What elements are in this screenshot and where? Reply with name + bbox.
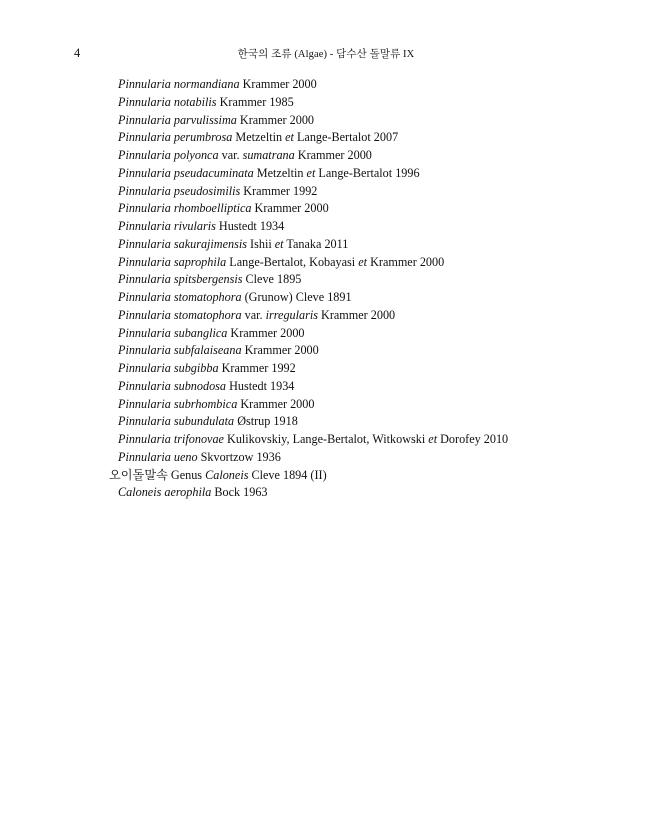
taxon-entry [118,378,638,396]
taxon-entry [118,236,638,254]
text-part: Krammer 2000 [227,325,305,340]
taxon-entry [118,484,638,502]
italic-name-part: et [428,432,438,446]
taxon-entry [118,165,638,183]
italic-name-part: Pinnularia stomatophora [118,290,242,304]
text-part: Østrup 1918 [234,414,298,429]
text-part: var. [241,307,266,322]
text-part: Metzeltin [232,130,286,145]
running-header: 한국의 조류 (Algae) - 담수산 돌말류 IX [237,49,415,60]
text-part: Tanaka 2011 [283,236,349,251]
genus-heading [109,467,638,485]
text-part: Dorofey 2010 [437,432,509,446]
taxon-entry [118,396,638,414]
text-part: Cleve 1894 (II) [248,467,327,482]
italic-name-part: Pinnularia pseudacuminata [118,165,254,180]
italic-name-part: Pinnularia rivularis [118,219,216,233]
text-part: Krammer 2000 [367,254,445,269]
taxon-entry [118,413,638,431]
italic-name-part: Pinnularia spitsbergensis [118,272,243,287]
italic-name-part: Pinnularia trifonovae [118,432,224,446]
text-part: Krammer 2000 [241,343,319,358]
taxon-entry [118,147,638,165]
italic-name-part: et [274,236,284,251]
text-part: Hustedt 1934 [215,219,285,233]
taxon-entry [118,254,638,272]
text-part: Krammer 2000 [294,148,372,162]
italic-name-part: Pinnularia rhomboelliptica [118,201,252,216]
text-part: Krammer 1992 [218,361,296,375]
taxon-entry [118,94,638,112]
taxon-entry [118,431,638,449]
italic-name-part: et [285,130,294,145]
italic-name-part: Pinnularia polyonca [118,148,219,162]
italic-name-part: Pinnularia parvulissima [118,112,237,127]
italic-name-part: et [306,165,316,180]
taxon-entry [118,183,638,201]
text-part: var. [218,148,243,162]
italic-name-part: Caloneis [205,467,249,482]
text-part: Lange-Bertalot, Kobayasi [226,254,359,269]
taxon-entry [118,325,638,343]
taxon-entry [118,218,638,236]
taxa-list [109,76,638,502]
italic-name-part: Pinnularia subanglica [118,325,228,340]
italic-name-part: Pinnularia pseudosimilis [118,183,241,198]
text-part: Krammer 2000 [236,112,315,127]
taxon-entry [118,271,638,289]
italic-name-part: sumatrana [242,148,295,162]
italic-name-part: Pinnularia subgibba [118,361,219,375]
text-part: Hustedt 1934 [226,378,295,393]
taxon-entry [118,449,638,467]
italic-name-part: Pinnularia subnodosa [118,378,227,393]
italic-name-part: Pinnularia notabilis [118,94,217,109]
text-part: Lange-Bertalot 1996 [315,165,420,180]
text-part: Bock 1963 [211,485,268,500]
text-part: 오이돌말속 Genus [109,467,206,482]
taxon-entry [118,289,638,307]
page-number: 4 [74,46,81,60]
text-part: Krammer 2000 [237,396,315,411]
taxon-entry [118,360,638,378]
taxon-entry [118,76,638,94]
text-part: Metzeltin [253,165,307,180]
text-part: Lange-Bertalot 2007 [293,130,399,145]
italic-name-part: Caloneis aerophila [118,485,212,500]
italic-name-part: Pinnularia saprophila [118,254,227,269]
text-part: Kulikovskiy, Lange-Bertalot, Witkowski [223,432,429,446]
taxon-entry [118,112,638,130]
text-part: Krammer 1985 [216,94,294,109]
italic-name-part: Pinnularia perumbrosa [118,130,233,145]
italic-name-part: irregularis [265,307,318,322]
text-part: Krammer 2000 [317,307,396,322]
text-part: Ishii [247,236,275,251]
text-part: Krammer 1992 [240,183,318,198]
taxon-entry [118,129,638,147]
taxon-entry [118,342,638,360]
italic-name-part: Pinnularia stomatophora [118,307,242,322]
text-part: (Grunow) Cleve 1891 [241,290,352,304]
italic-name-part: et [358,254,368,269]
text-part: Skvortzow 1936 [197,449,281,464]
text-part: Krammer 2000 [239,77,317,91]
italic-name-part: Pinnularia subundulata [118,414,235,429]
taxon-entry [118,200,638,218]
italic-name-part: Pinnularia ueno [118,449,198,464]
text-part: Cleve 1895 [242,272,302,287]
italic-name-part: Pinnularia subrhombica [118,396,238,411]
taxon-entry [118,307,638,325]
italic-name-part: Pinnularia subfalaiseana [118,343,242,358]
text-part: Krammer 2000 [251,201,329,216]
italic-name-part: Pinnularia normandiana [118,77,240,91]
italic-name-part: Pinnularia sakurajimensis [118,236,247,251]
